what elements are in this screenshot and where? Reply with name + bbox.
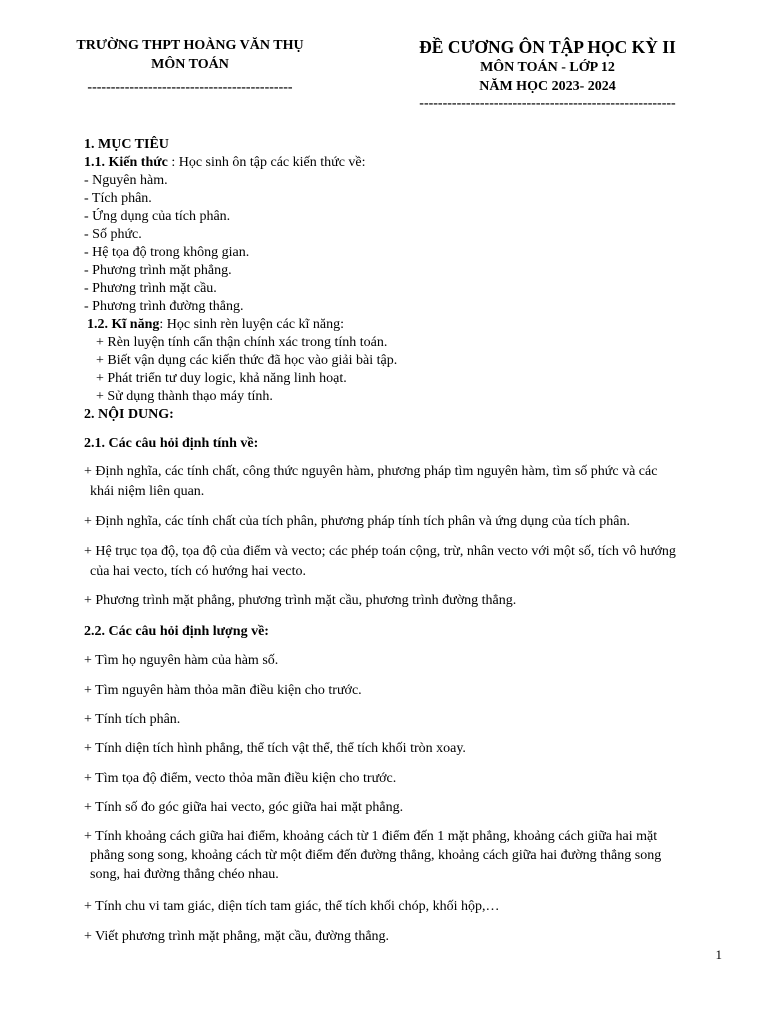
knowledge-heading [84,155,366,171]
document-subtitle: MÔN TOÁN - LỚP 12 [480,60,615,75]
section-2-heading: 2. NỘI DUNG: [84,407,174,422]
skills-intro: : Học sinh rèn luyện các kĩ năng: [159,317,345,332]
quantitative-item: + Tính tích phân. [84,712,181,727]
skill-item: + Biết vận dụng các kiến thức đã học vào giải bài tập. [96,353,398,368]
quantitative-item: + Viết phương trình mặt phẳng, mặt cầu, đường thẳng. [84,929,390,944]
quantitative-item-continuation: phẳng song song, khoảng cách từ một điểm đến đường thẳng, khoảng cách giữa hai đường thẳng song [90,848,662,863]
qualitative-item: + Phương trình mặt phẳng, phương trình mặt cầu, phương trình đường thẳng. [84,593,517,608]
qualitative-item-continuation: khái niệm liên quan. [90,484,205,499]
knowledge-item: - Ứng dụng của tích phân. [84,209,231,224]
right-header-rule: ------------------------------------------------------- [419,96,676,111]
skill-item: + Rèn luyện tính cẩn thận chính xác trong tính toán. [96,335,388,350]
quantitative-item: + Tính chu vi tam giác, diện tích tam giác, thể tích khối chóp, khối hộp,… [84,899,500,914]
skill-item: + Sử dụng thành thạo máy tính. [96,389,273,404]
quantitative-item: + Tính số đo góc giữa hai vecto, góc giữa hai mặt phẳng. [84,800,404,815]
quantitative-item: + Tìm nguyên hàm thỏa mãn điều kiện cho trước. [84,683,362,698]
document-title-block [400,36,695,113]
skills-heading [87,317,344,333]
quantitative-item: + Tính khoảng cách giữa hai điểm, khoảng cách từ 1 điểm đến 1 mặt phẳng, khoảng cách giữa hai mặt [84,829,658,844]
knowledge-item: - Số phức. [84,227,142,242]
school-header [40,36,340,97]
department-name: MÔN TOÁN [151,57,229,72]
school-name: TRƯỜNG THPT HOÀNG VĂN THỤ [76,38,304,53]
qualitative-item: + Định nghĩa, các tính chất, công thức nguyên hàm, phương pháp tìm nguyên hàm, tìm số phức và các [84,464,658,479]
skill-item: + Phát triển tư duy logic, khả năng linh hoạt. [96,371,347,386]
knowledge-item: - Nguyên hàm. [84,173,168,188]
qualitative-item: + Định nghĩa, các tính chất của tích phân, phương pháp tính tích phân và ứng dụng của tích phân. [84,514,630,529]
qualitative-heading: 2.1. Các câu hỏi định tính về: [84,436,259,451]
section-1-heading: 1. MỤC TIÊU [84,137,169,152]
knowledge-intro: : Học sinh ôn tập các kiến thức về: [167,155,366,170]
page-number: 1 [715,947,722,962]
quantitative-item: + Tính diện tích hình phẳng, thể tích vật thể, thể tích khối tròn xoay. [84,741,466,756]
knowledge-label: 1.1. Kiến thức [84,155,168,170]
knowledge-item: - Phương trình mặt phẳng. [84,263,232,278]
qualitative-item: + Hệ trục tọa độ, tọa độ của điểm và vecto; các phép toán cộng, trừ, nhân vecto với một số, tích vô hướng [84,544,676,559]
quantitative-item-continuation: song, hai đường thẳng chéo nhau. [90,867,279,882]
knowledge-item: - Phương trình mặt cầu. [84,281,217,296]
skills-label: 1.2. Kĩ năng [87,317,160,332]
qualitative-item-continuation: của hai vecto, tích có hướng hai vecto. [90,564,306,579]
left-header-rule: -------------------------------------------- [87,80,293,95]
knowledge-item: - Hệ tọa độ trong không gian. [84,245,250,260]
quantitative-item: + Tìm tọa độ điểm, vecto thỏa mãn điều kiện cho trước. [84,771,397,786]
quantitative-item: + Tìm họ nguyên hàm của hàm số. [84,653,279,668]
knowledge-item: - Tích phân. [84,191,152,206]
school-year: NĂM HỌC 2023- 2024 [479,79,616,94]
knowledge-item: - Phương trình đường thẳng. [84,299,244,314]
quantitative-heading: 2.2. Các câu hỏi định lượng về: [84,624,269,639]
document-title: ĐỀ CƯƠNG ÔN TẬP HỌC KỲ II [419,37,676,57]
